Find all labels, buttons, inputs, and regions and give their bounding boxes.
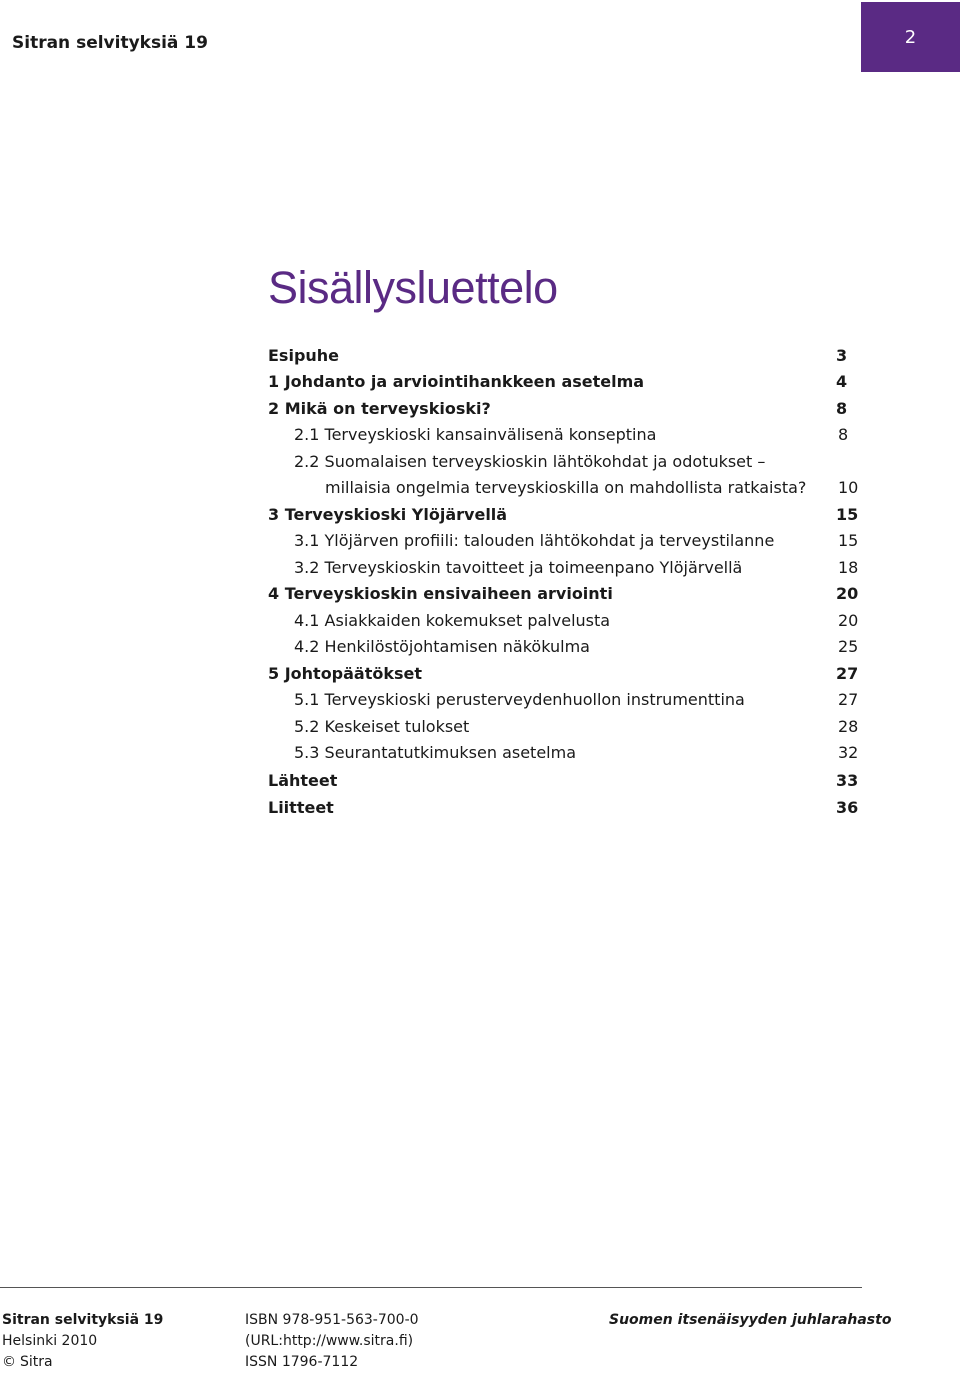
toc-entry[interactable]	[268, 714, 862, 741]
toc-entry-page: 27	[838, 690, 859, 709]
toc-entry-page: 32	[838, 743, 859, 762]
toc-entry[interactable]	[268, 740, 862, 767]
toc-entry-text: Esipuhe	[268, 346, 340, 365]
footer-url[interactable]: (URL:http://www.sitra.fi)	[245, 1333, 414, 1349]
table-of-contents	[268, 343, 862, 822]
toc-entry-page: 20	[836, 584, 859, 603]
page-number-tab	[861, 2, 960, 72]
toc-entry-page: 28	[838, 716, 859, 736]
toc-entry-page: 8	[838, 425, 849, 444]
toc-entry-page: 10	[838, 478, 859, 497]
toc-entry-text: 4.1 Asiakkaiden kokemukset palvelusta	[294, 610, 611, 630]
toc-entry-page: 18	[838, 557, 859, 577]
toc-entry[interactable]	[268, 555, 862, 582]
toc-entry[interactable]	[268, 502, 862, 529]
footer-place-year: Helsinki 2010	[2, 1333, 98, 1349]
footer-series: Sitran selvityksiä 19	[2, 1312, 164, 1328]
footer-isbn: ISBN 978-951-563-700-0	[245, 1312, 419, 1328]
toc-entry[interactable]	[268, 396, 862, 423]
footer-column-publisher	[609, 1310, 891, 1331]
toc-entry-text: 3 Terveyskioski Ylöjärvellä	[268, 504, 508, 524]
footer-issn: ISSN 1796-7112	[245, 1354, 359, 1370]
toc-entry[interactable]	[268, 422, 862, 449]
footer-copyright	[2, 1352, 163, 1373]
toc-entry-text: Liitteet	[268, 798, 334, 817]
toc-entry-text: 5 Johtopäätökset	[268, 663, 423, 683]
toc-entry[interactable]	[268, 369, 862, 396]
toc-entry-text: millaisia ongelmia terveyskioskilla on mahdollista ratkaista?	[325, 478, 807, 497]
toc-entry-text: 4 Terveyskioskin ensivaiheen arviointi	[268, 584, 613, 603]
toc-entry[interactable]	[268, 608, 862, 635]
toc-entry[interactable]	[268, 687, 862, 714]
toc-entry-page: 15	[836, 504, 859, 524]
toc-entry[interactable]	[268, 767, 862, 795]
toc-entry-page: 3	[836, 346, 848, 365]
toc-entry-page: 15	[838, 531, 859, 550]
toc-entry-page: 8	[836, 398, 848, 418]
toc-entry-text: 2 Mikä on terveyskioski?	[268, 398, 491, 418]
toc-entry-text: 5.1 Terveyskioski perusterveydenhuollon instrumenttina	[294, 690, 745, 709]
toc-entry[interactable]	[268, 794, 862, 822]
toc-entry-text: 1 Johdanto ja arviointihankkeen asetelma	[268, 372, 645, 391]
toc-entry-text: 4.2 Henkilöstöjohtamisen näkökulma	[294, 637, 590, 656]
footer-column-identifiers	[245, 1310, 419, 1373]
toc-entry[interactable]	[268, 634, 862, 661]
toc-entry-page: 25	[838, 637, 859, 656]
footer-publisher: Suomen itsenäisyyden juhlarahasto	[609, 1312, 892, 1328]
toc-entry[interactable]	[268, 581, 862, 608]
toc-entry-page: 20	[838, 610, 859, 630]
toc-entry-page: 27	[836, 663, 859, 683]
toc-entry-text: Lähteet	[268, 770, 338, 790]
toc-entry-text: 2.2 Suomalaisen terveyskioskin lähtökohdat ja odotukset –	[294, 451, 766, 471]
toc-entry-text: 3.1 Ylöjärven profiili: talouden lähtökohdat ja terveystilanne	[294, 531, 775, 550]
toc-entry-continuation[interactable]	[268, 475, 862, 502]
toc-title: Sisällysluettelo	[268, 262, 558, 313]
toc-entry-page: 33	[836, 770, 859, 790]
copyright-icon: ©	[2, 1354, 16, 1370]
toc-entry[interactable]	[268, 449, 862, 476]
header-title: Sitran selvityksiä 19	[12, 33, 208, 53]
footer-divider	[0, 1287, 862, 1288]
toc-entry-page: 4	[836, 372, 848, 391]
toc-entry-text: 2.1 Terveyskioski kansainvälisenä konseptina	[294, 425, 657, 444]
toc-entry[interactable]	[268, 343, 862, 369]
toc-entry-page: 36	[836, 798, 859, 817]
footer-column-series	[2, 1310, 163, 1373]
footer-copyright-text: Sitra	[20, 1354, 53, 1370]
page-number: 2	[904, 26, 917, 48]
toc-entry[interactable]	[268, 661, 862, 688]
toc-entry[interactable]	[268, 528, 862, 555]
toc-entry-text: 3.2 Terveyskioskin tavoitteet ja toimeenpano Ylöjärvellä	[294, 557, 743, 577]
toc-entry-text: 5.3 Seurantatutkimuksen asetelma	[294, 743, 577, 762]
toc-entry-text: 5.2 Keskeiset tulokset	[294, 716, 470, 736]
